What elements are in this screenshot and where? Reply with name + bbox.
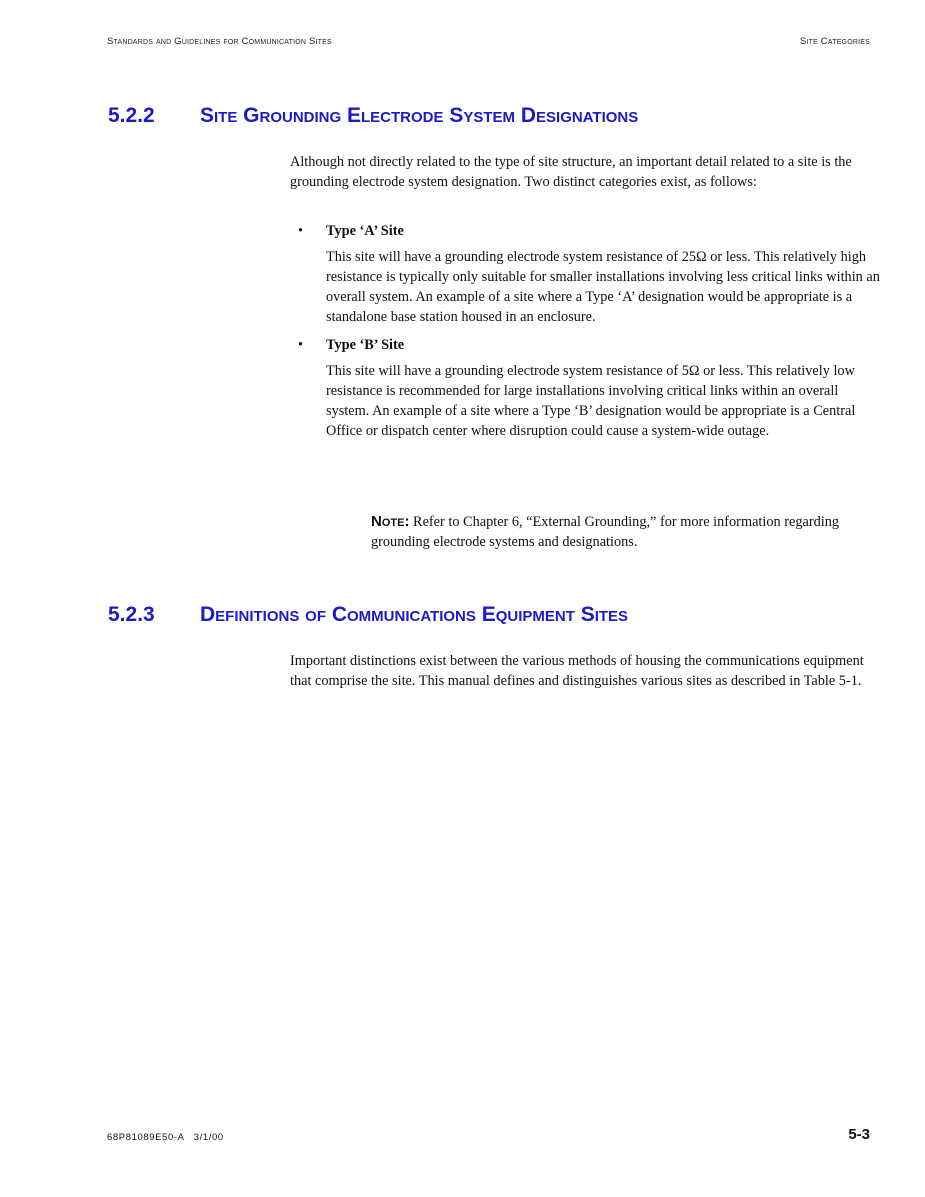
running-header-title: Standards and Guidelines for Communication Sites	[107, 36, 332, 47]
section-intro-paragraph: Although not directly related to the type of site structure, an important detail related to a site is the grounding electrode system designation. Two distinct categories exist, as follows:	[290, 154, 852, 190]
document-id-text: 68P81089E50-A 3/1/00	[107, 1132, 224, 1143]
running-header-chapter: Site Categories	[799, 36, 870, 47]
section-title: Definitions of Communications Equipment Sites	[200, 603, 629, 626]
bullet-icon: •	[298, 223, 304, 239]
section-heading-5-2-3	[108, 603, 628, 627]
list-item-heading: Type ‘B’ Site	[326, 337, 405, 353]
list-item	[290, 335, 880, 441]
note-text: Refer to Chapter 6, “External Grounding,” for more information regarding grounding electrode systems and designations.	[371, 514, 840, 550]
section-title: Site Grounding Electrode System Designations	[200, 104, 639, 127]
list-item-body: This site will have a grounding electrode system resistance of 25Ω or less. This relatively high resistance is typically only suitable for smaller installations involving less critical links within an overall system. An example of a site where a Type ‘A’ designation would be appropriate is a standalone base station housed in an enclosure.	[326, 249, 880, 325]
section-heading-5-2-2	[108, 104, 638, 128]
list-item-heading: Type ‘A’ Site	[326, 223, 404, 239]
page-number: 5-3	[848, 1126, 870, 1143]
site-type-list	[290, 221, 880, 449]
note-block	[371, 512, 871, 552]
section-number: 5.2.3	[108, 603, 155, 626]
note-label: Note:	[371, 513, 410, 530]
list-item	[290, 221, 880, 327]
bullet-icon: •	[298, 337, 304, 353]
section-intro-paragraph: Important distinctions exist between the various methods of housing the communications equipment that comprise the site. This manual defines and distinguishes various sites as described in Table 5-1.	[290, 653, 864, 689]
section-number: 5.2.2	[108, 104, 155, 127]
list-item-body: This site will have a grounding electrode system resistance of 5Ω or less. This relatively low resistance is recommended for large installations involving critical links within an overall system. An example of a site where a Type ‘B’ designation would be appropriate is a Central Office or dispatch center where disruption could cause a system-wide outage.	[326, 363, 856, 439]
document-id	[107, 1132, 224, 1143]
